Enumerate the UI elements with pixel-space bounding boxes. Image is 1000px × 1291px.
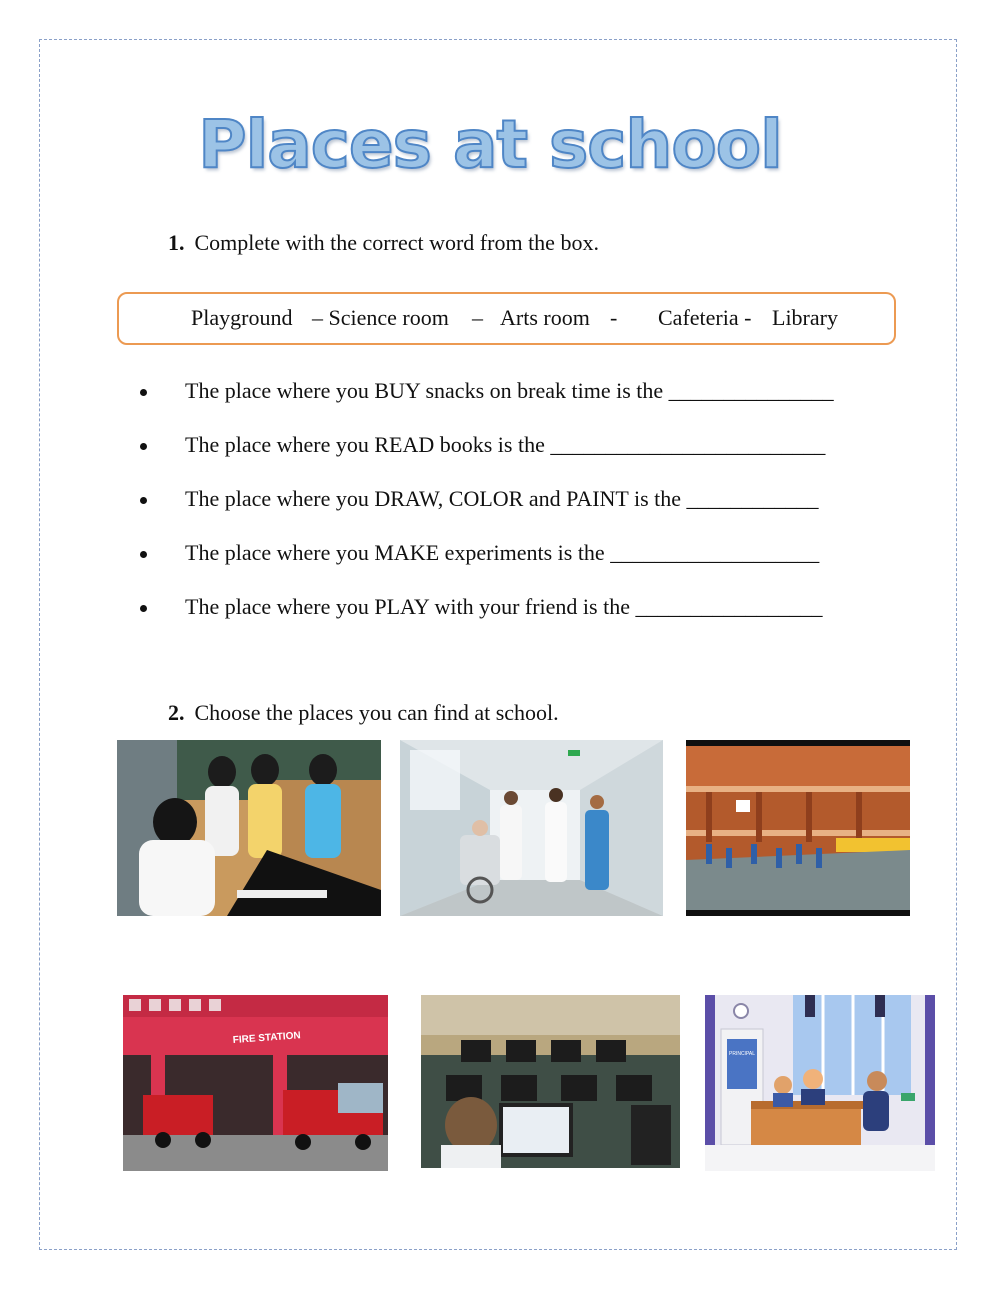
question-1-number: 1. — [168, 230, 185, 255]
word-separator: - — [610, 305, 618, 330]
sentence-item[interactable] — [138, 594, 823, 672]
word-box — [117, 292, 896, 345]
sentence-text: The place where you BUY snacks on break time is the _______________ — [185, 378, 834, 403]
question-2-instruction: Choose the places you can find at school. — [194, 700, 559, 725]
page-title: Places at school — [198, 106, 782, 183]
word-cafeteria: Cafeteria - — [658, 305, 752, 330]
word-science-room: – Science room — [312, 305, 449, 330]
bullet-icon — [140, 551, 147, 558]
question-2-heading — [168, 700, 559, 726]
music-room-photo[interactable] — [117, 740, 381, 916]
fire-station-sign: FIRE STATION — [232, 1030, 302, 1046]
hospital-photo[interactable] — [400, 740, 663, 916]
question-1-heading — [168, 230, 599, 256]
question-1-instruction: Complete with the correct word from the box. — [194, 230, 599, 255]
word-library: Library — [772, 305, 838, 330]
sentence-text: The place where you DRAW, COLOR and PAINT is the ____________ — [185, 486, 819, 511]
word-separator: – — [472, 305, 483, 330]
word-arts-room: Arts room — [500, 305, 590, 330]
fire-station-photo[interactable] — [123, 995, 388, 1171]
question-2-number: 2. — [168, 700, 185, 725]
sentence-text: The place where you READ books is the _________________________ — [185, 432, 826, 457]
bullet-icon — [140, 605, 147, 612]
bullet-icon — [140, 443, 147, 450]
bullet-icon — [140, 497, 147, 504]
computer-room-photo[interactable] — [421, 995, 680, 1168]
principal-office-illustration[interactable] — [705, 995, 935, 1171]
bullet-icon — [140, 389, 147, 396]
school-courtyard-photo[interactable] — [686, 740, 910, 916]
sentence-text: The place where you MAKE experiments is the ___________________ — [185, 540, 820, 565]
sentence-text: The place where you PLAY with your friend is the _________________ — [185, 594, 823, 619]
word-playground: Playground — [191, 305, 293, 330]
principal-door-sign: PRINCIPAL — [729, 1051, 756, 1057]
